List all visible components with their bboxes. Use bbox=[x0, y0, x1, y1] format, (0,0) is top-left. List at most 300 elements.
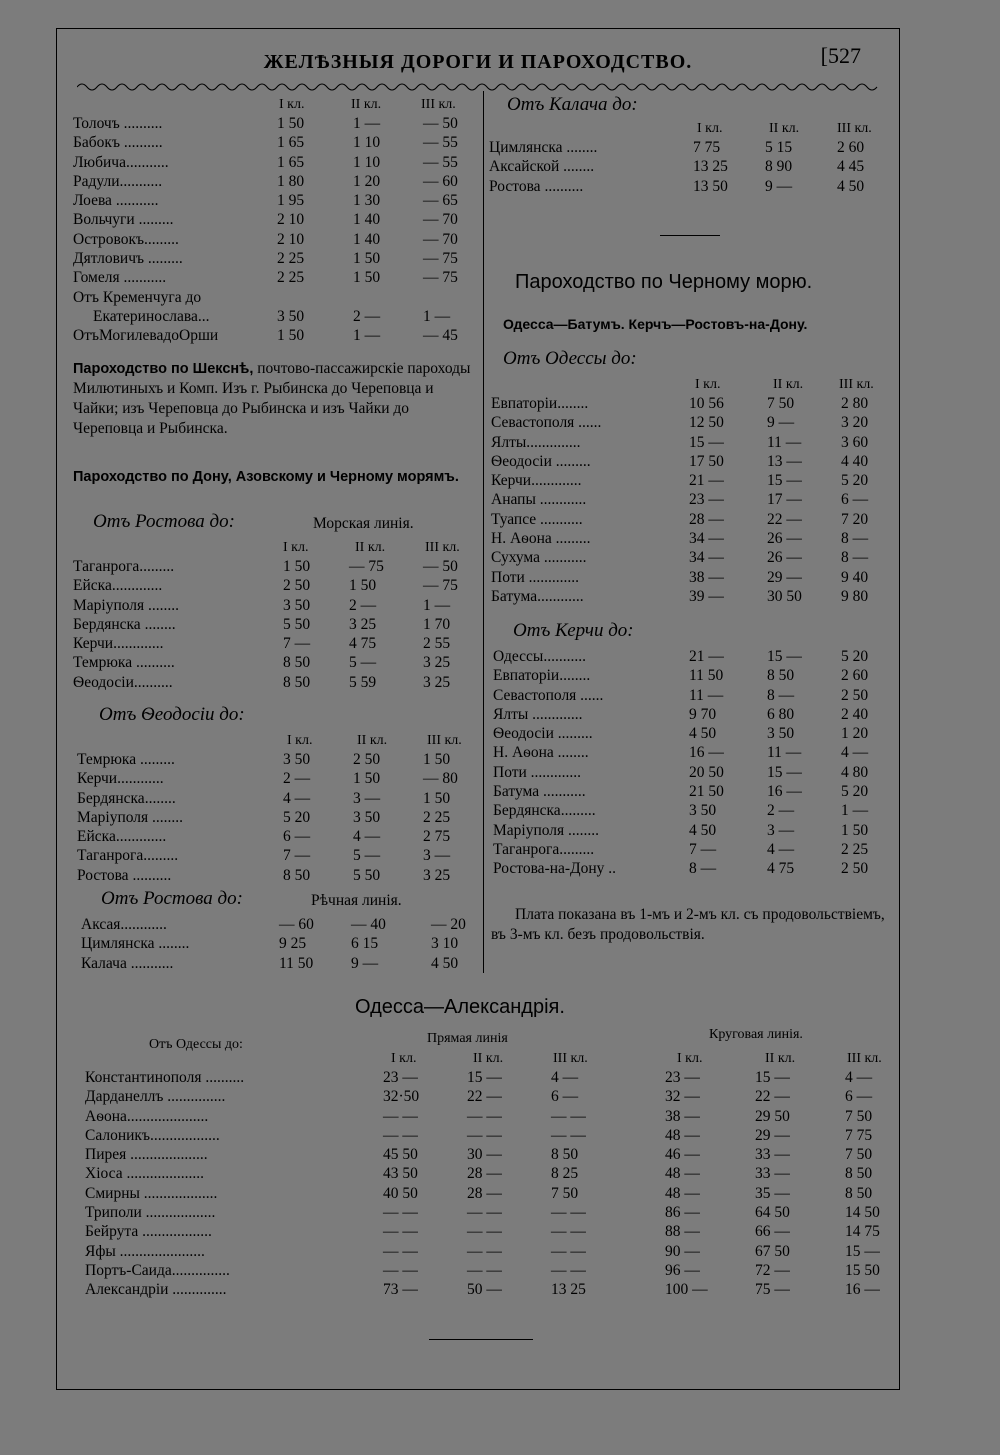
from-odessa-heading: Отъ Одессы до: bbox=[503, 348, 637, 369]
fare-cell: — — bbox=[467, 1107, 502, 1125]
fare-cell: 4 50 bbox=[431, 954, 459, 972]
don-rows bbox=[73, 557, 473, 692]
table-row bbox=[77, 808, 473, 827]
fare-cell: — — bbox=[551, 1107, 586, 1125]
fare-cell: 28 — bbox=[467, 1165, 502, 1183]
fare-cell: — — bbox=[551, 1242, 586, 1260]
fare-cell: 1 65 bbox=[277, 153, 305, 171]
circular-line-label: Круговая линія. bbox=[709, 1027, 803, 1042]
fare-cell: 4 40 bbox=[841, 452, 869, 470]
table-row bbox=[493, 840, 891, 859]
from-rostov-river-heading: Отъ Ростова до: bbox=[101, 888, 243, 909]
fare-cell: 8 — bbox=[689, 860, 717, 878]
alexandria-section bbox=[85, 1029, 895, 1300]
row-label: Аксайской ........ bbox=[489, 158, 595, 176]
table-row bbox=[81, 934, 473, 953]
fare-cell: 1 50 bbox=[353, 269, 381, 287]
row-label: Одессы........... bbox=[493, 648, 586, 665]
fare-cell: 7 50 bbox=[551, 1184, 579, 1202]
fare-cell: — — bbox=[551, 1204, 586, 1222]
fare-cell: 9 — bbox=[767, 414, 795, 432]
row-label: Александріи .............. bbox=[85, 1281, 227, 1299]
fare-cell: 86 — bbox=[665, 1204, 700, 1222]
fare-cell: 50 — bbox=[467, 1281, 502, 1299]
row-label: Ростова-на-Дону .. bbox=[493, 860, 617, 878]
fare-cell: 30 50 bbox=[767, 587, 802, 605]
row-label: Темрюка .......... bbox=[73, 654, 175, 672]
table-row bbox=[491, 433, 891, 452]
fare-cell: 30 — bbox=[467, 1146, 502, 1164]
rail-class-headers bbox=[73, 95, 473, 114]
fare-cell: — — bbox=[467, 1204, 502, 1222]
table-row bbox=[489, 138, 889, 157]
alexandria-rows bbox=[85, 1068, 895, 1300]
fare-cell: 2 — bbox=[283, 770, 311, 788]
table-row bbox=[493, 859, 891, 878]
fare-cell: 1 50 bbox=[353, 770, 381, 788]
odessa-rows bbox=[491, 394, 891, 606]
fare-cell: 26 — bbox=[767, 549, 802, 567]
fare-cell: 28 — bbox=[689, 510, 724, 528]
row-label: Хіоса .................... bbox=[85, 1165, 204, 1183]
fare-cell: 6 — bbox=[551, 1088, 579, 1106]
fare-cell: 1 — bbox=[353, 115, 381, 132]
fare-cell: 7 — bbox=[283, 847, 311, 865]
fare-cell: 1 50 bbox=[277, 115, 305, 132]
fare-cell: 35 — bbox=[755, 1184, 790, 1202]
fare-cell: 48 — bbox=[665, 1165, 700, 1183]
fare-cell: 2 55 bbox=[423, 635, 451, 653]
fare-cell: — — bbox=[383, 1223, 418, 1241]
fare-cell: — — bbox=[383, 1204, 418, 1222]
fare-cell: 4 — bbox=[353, 828, 381, 846]
fare-cell: — 55 bbox=[423, 134, 458, 152]
fare-cell: 13 50 bbox=[693, 177, 728, 195]
fare-cell: — — bbox=[383, 1126, 418, 1144]
fare-cell: 1 50 bbox=[349, 577, 377, 595]
fare-cell: 6 — bbox=[845, 1088, 873, 1106]
fare-cell: 1 30 bbox=[353, 192, 381, 210]
sheksna-title: Пароходство по Шекснѣ, bbox=[73, 361, 254, 377]
fare-cell: — 70 bbox=[423, 211, 458, 229]
direct-line-label: Прямая линія bbox=[427, 1031, 508, 1046]
fare-cell: 1 40 bbox=[353, 211, 381, 229]
fare-cell: 2 25 bbox=[841, 840, 869, 858]
river-line-label: Рѣчная линія. bbox=[311, 892, 402, 909]
fare-cell: 13 — bbox=[767, 452, 802, 470]
fare-cell: 6 — bbox=[841, 491, 869, 509]
table-row bbox=[73, 653, 473, 672]
fare-cell: 3 50 bbox=[689, 802, 717, 820]
end-divider bbox=[429, 1339, 533, 1340]
table-row bbox=[491, 510, 891, 529]
table-row bbox=[77, 750, 473, 769]
fare-cell: 1 50 bbox=[353, 250, 381, 268]
fare-cell: 1 50 bbox=[841, 821, 869, 839]
fare-cell: 12 50 bbox=[689, 414, 724, 432]
row-label: Ейска............. bbox=[77, 828, 167, 846]
fare-cell: 15 — bbox=[767, 763, 802, 781]
fare-cell: 8 50 bbox=[551, 1146, 579, 1164]
odessa-class-headers: I кл. II кл. III кл. bbox=[695, 377, 874, 392]
fare-cell: 11 50 bbox=[279, 954, 314, 972]
class-1-header: I кл. bbox=[279, 97, 305, 112]
table-row bbox=[491, 587, 891, 606]
fare-cell: 4 45 bbox=[837, 158, 865, 176]
table-row bbox=[85, 1068, 895, 1087]
fare-cell: 4 — bbox=[551, 1069, 579, 1086]
class-3-header: III кл. bbox=[421, 97, 456, 112]
table-row bbox=[85, 1164, 895, 1183]
row-label: Анапы ............ bbox=[491, 491, 587, 509]
row-label: Поти ............. bbox=[491, 568, 580, 586]
row-label: Аксая............ bbox=[81, 916, 167, 933]
fare-cell: 2 10 bbox=[277, 211, 305, 229]
fare-cell: 16 — bbox=[845, 1281, 880, 1299]
fare-cell: 2 50 bbox=[841, 860, 869, 878]
table-row bbox=[493, 782, 891, 801]
alexandria-from-label: Отъ Одессы до: bbox=[149, 1037, 243, 1052]
row-label: Дятловичъ ......... bbox=[73, 250, 183, 268]
kerch-section bbox=[493, 621, 891, 879]
kalach-rows bbox=[489, 138, 889, 196]
fare-cell: 4 50 bbox=[689, 821, 717, 839]
fare-cell: — 55 bbox=[423, 153, 458, 171]
row-label: Дарданеллъ ............... bbox=[85, 1088, 226, 1106]
page-number: [527 bbox=[820, 43, 861, 68]
fare-cell: 29 50 bbox=[755, 1107, 790, 1125]
row-label: Ѳеодосіи ......... bbox=[491, 452, 591, 470]
fare-cell: 3 25 bbox=[423, 866, 451, 884]
fare-cell: 67 50 bbox=[755, 1242, 790, 1260]
table-row bbox=[493, 801, 891, 820]
row-label: Радули........... bbox=[73, 172, 163, 190]
don-sea-section bbox=[73, 512, 473, 692]
fare-cell: 64 50 bbox=[755, 1204, 790, 1222]
table-row: Екатеринослава... 3 50 2 — 1 — bbox=[93, 307, 451, 325]
fare-cell: 72 — bbox=[755, 1261, 790, 1279]
from-kerch-heading: Отъ Керчи до: bbox=[513, 620, 634, 641]
table-row bbox=[73, 230, 473, 249]
fare-cell: 2 50 bbox=[841, 686, 869, 704]
table-row bbox=[491, 452, 891, 471]
fare-cell: 13 25 bbox=[693, 158, 728, 176]
fare-cell: 28 — bbox=[467, 1184, 502, 1202]
fare-cell: 90 — bbox=[665, 1242, 700, 1260]
row-label: Ялты ............. bbox=[493, 705, 583, 723]
fare-cell: 8 50 bbox=[283, 654, 311, 672]
fare-cell: 29 — bbox=[767, 568, 802, 586]
fare-cell: 2 60 bbox=[841, 667, 869, 685]
row-label: Керчи............. bbox=[491, 472, 582, 490]
row-label: Маріуполя ........ bbox=[493, 821, 600, 839]
fare-cell: 9 80 bbox=[841, 587, 869, 605]
fare-cell: — 75 bbox=[423, 577, 458, 595]
table-row bbox=[85, 1145, 895, 1164]
fare-cell: — 40 bbox=[351, 916, 386, 933]
rail-section bbox=[73, 95, 473, 346]
fare-cell: 9 — bbox=[765, 177, 793, 195]
fare-cell: 5 15 bbox=[765, 139, 793, 156]
row-label: Евпаторіи........ bbox=[493, 667, 591, 685]
fare-cell: 1 — bbox=[423, 596, 451, 614]
fare-cell: — — bbox=[551, 1261, 586, 1279]
table-row bbox=[493, 666, 891, 685]
table-row bbox=[73, 191, 473, 210]
fare-cell: 96 — bbox=[665, 1261, 700, 1279]
fare-cell: 21 — bbox=[689, 648, 724, 665]
table-row bbox=[81, 915, 473, 934]
fare-cell: 5 — bbox=[353, 847, 381, 865]
table-row: ОтъМогилевадоОрши 1 50 1 — — 45 bbox=[73, 327, 458, 345]
fare-cell: 3 20 bbox=[841, 414, 869, 432]
fare-cell: 2 — bbox=[349, 596, 377, 614]
row-label: Маріуполя ........ bbox=[73, 596, 180, 614]
fare-cell: — 75 bbox=[423, 269, 458, 287]
fare-cell: 7 50 bbox=[767, 395, 795, 412]
fare-cell: 8 50 bbox=[845, 1184, 873, 1202]
fare-cell: 4 — bbox=[845, 1069, 873, 1086]
fare-cell: 1 65 bbox=[277, 134, 305, 152]
row-label: Бейрута .................. bbox=[85, 1223, 212, 1241]
fare-cell: 11 — bbox=[689, 686, 724, 704]
table-row bbox=[85, 1261, 895, 1280]
fare-cell: 3 — bbox=[423, 847, 451, 865]
fare-cell: 33 — bbox=[755, 1146, 790, 1164]
fare-cell: — 65 bbox=[423, 192, 458, 210]
fare-cell: 17 50 bbox=[689, 452, 724, 470]
row-label: Евпаторіи........ bbox=[491, 395, 589, 412]
fare-cell: 4 75 bbox=[349, 635, 377, 653]
fare-cell: 11 50 bbox=[689, 667, 724, 685]
table-row bbox=[73, 249, 473, 268]
kremenchug-heading: Отъ Кременчуга до bbox=[73, 288, 202, 306]
fare-cell: 3 25 bbox=[423, 654, 451, 672]
sheksna-paragraph bbox=[73, 359, 473, 439]
fare-cell: 34 — bbox=[689, 549, 724, 567]
fare-cell: 5 20 bbox=[283, 808, 311, 826]
fare-cell: 2 50 bbox=[283, 577, 311, 595]
fare-cell: 8 50 bbox=[767, 667, 795, 685]
fare-cell: 22 — bbox=[467, 1088, 502, 1106]
column-divider bbox=[483, 91, 484, 973]
row-label: Толочъ .......... bbox=[73, 115, 163, 132]
row-label: Островокъ......... bbox=[73, 230, 179, 248]
don-title: Пароходство по Дону, Азовскому и Черному морямъ. bbox=[73, 469, 459, 485]
table-row bbox=[77, 789, 473, 808]
from-rostov-heading: Отъ Ростова до: bbox=[93, 511, 235, 532]
fare-cell: 8 50 bbox=[283, 866, 311, 884]
fare-cell: 1 95 bbox=[277, 192, 305, 210]
fare-cell: 6 — bbox=[283, 828, 311, 846]
table-row bbox=[85, 1107, 895, 1126]
fare-cell: 1 10 bbox=[353, 153, 381, 171]
fare-cell: — 70 bbox=[423, 230, 458, 248]
fare-cell: 43 50 bbox=[383, 1165, 418, 1183]
fare-cell: 1 40 bbox=[353, 230, 381, 248]
table-row bbox=[493, 821, 891, 840]
fare-cell: 7 75 bbox=[693, 139, 721, 156]
row-label: Яфы ...................... bbox=[85, 1242, 205, 1260]
fare-cell: 9 70 bbox=[689, 705, 717, 723]
fare-cell: 66 — bbox=[755, 1223, 790, 1241]
kalach-class-headers: I кл. II кл. III кл. bbox=[697, 121, 872, 136]
fare-cell: — 20 bbox=[431, 916, 466, 933]
fare-cell: 7 — bbox=[283, 635, 311, 653]
fare-cell: 1 — bbox=[841, 802, 869, 820]
fare-cell: 5 20 bbox=[841, 472, 869, 490]
fare-cell: 9 — bbox=[351, 954, 379, 972]
fare-cell: 15 — bbox=[467, 1069, 502, 1086]
fare-cell: 5 59 bbox=[349, 673, 377, 691]
row-label: Таганрога......... bbox=[73, 558, 175, 575]
row-label: Батума ........... bbox=[493, 783, 586, 801]
row-label: Портъ-Саида............... bbox=[85, 1261, 230, 1279]
fare-cell: 5 50 bbox=[283, 615, 311, 633]
fare-cell: 3 25 bbox=[423, 673, 451, 691]
fare-cell: 2 50 bbox=[353, 751, 381, 768]
fare-cell: 39 — bbox=[689, 587, 724, 605]
fare-cell: 8 — bbox=[841, 530, 869, 548]
fare-cell: 4 — bbox=[841, 744, 869, 762]
fare-cell: 45 50 bbox=[383, 1146, 418, 1164]
fare-cell: 9 40 bbox=[841, 568, 869, 586]
fare-cell: 4 80 bbox=[841, 763, 869, 781]
fare-cell: 1 80 bbox=[277, 172, 305, 190]
fare-cell: 15 — bbox=[689, 433, 724, 451]
fare-cell: 4 — bbox=[767, 840, 795, 858]
table-row bbox=[491, 548, 891, 567]
table-row bbox=[493, 724, 891, 743]
row-label: Константинополя .......... bbox=[85, 1069, 245, 1086]
row-label: Темрюка ......... bbox=[77, 751, 175, 768]
table-row bbox=[73, 673, 473, 692]
fare-cell: 17 — bbox=[767, 491, 802, 509]
fare-cell: 8 25 bbox=[551, 1165, 579, 1183]
fare-cell: 2 25 bbox=[277, 269, 305, 287]
row-label: Лоева ........... bbox=[73, 192, 159, 210]
fare-cell: — — bbox=[383, 1107, 418, 1125]
fare-cell: 2 — bbox=[767, 802, 795, 820]
row-label: Смирны ................... bbox=[85, 1184, 218, 1202]
row-label: Маріуполя ........ bbox=[77, 808, 184, 826]
table-row bbox=[73, 210, 473, 229]
fare-cell: — — bbox=[383, 1261, 418, 1279]
fare-cell: 3 50 bbox=[767, 725, 795, 743]
fare-cell: 15 — bbox=[767, 472, 802, 490]
table-row bbox=[73, 268, 473, 287]
table-row bbox=[493, 647, 891, 666]
fare-cell: 3 25 bbox=[349, 615, 377, 633]
fare-cell: 14 50 bbox=[845, 1204, 880, 1222]
kerch-rows bbox=[493, 647, 891, 879]
fare-cell: 73 — bbox=[383, 1281, 418, 1299]
table-row bbox=[493, 763, 891, 782]
row-label: Ейска............. bbox=[73, 577, 163, 595]
table-row bbox=[77, 866, 473, 885]
fare-cell: 1 50 bbox=[423, 751, 451, 768]
sheksna-text: почтово-пассажирскіе пароходы Милютиныхъ и Комп. Изъ г. Рыбинска до Череповца и Чайки; изъ Череповца до Рыбинска и изъ Чайки до Череповца и Рыбинска. bbox=[73, 360, 471, 437]
row-label: Туапсе ........... bbox=[491, 510, 583, 528]
fare-cell: 23 — bbox=[689, 491, 724, 509]
table-row bbox=[493, 686, 891, 705]
fare-cell: 3 60 bbox=[841, 433, 869, 451]
rail-rows bbox=[73, 114, 473, 288]
fare-cell: 9 25 bbox=[279, 935, 307, 953]
row-label: Бердянска ........ bbox=[73, 615, 176, 633]
fare-cell: — — bbox=[551, 1126, 586, 1144]
row-label: Поти ............. bbox=[493, 763, 582, 781]
table-row bbox=[85, 1126, 895, 1145]
fare-cell: 4 — bbox=[283, 789, 311, 807]
table-row bbox=[73, 615, 473, 634]
fare-cell: 5 20 bbox=[841, 783, 869, 801]
row-label: Н. Аѳона ........ bbox=[493, 744, 589, 762]
fare-cell: 7 50 bbox=[845, 1146, 873, 1164]
table-row bbox=[77, 827, 473, 846]
fare-cell: 6 15 bbox=[351, 935, 379, 953]
table-row bbox=[73, 634, 473, 653]
table-row bbox=[491, 568, 891, 587]
row-label: Ялты.............. bbox=[491, 433, 581, 451]
fare-cell: 2 40 bbox=[841, 705, 869, 723]
fare-cell: 15 — bbox=[767, 648, 802, 665]
row-label: Батума............ bbox=[491, 587, 584, 605]
fare-cell: 32 — bbox=[665, 1088, 700, 1106]
fare-cell: 1 10 bbox=[353, 134, 381, 152]
table-row bbox=[85, 1203, 895, 1222]
fare-cell: 1 50 bbox=[283, 558, 311, 575]
fare-cell: — — bbox=[467, 1261, 502, 1279]
page-frame bbox=[56, 28, 900, 1390]
fare-cell: 15 — bbox=[845, 1242, 880, 1260]
fare-cell: 22 — bbox=[755, 1088, 790, 1106]
row-label: Пирея .................... bbox=[85, 1146, 208, 1164]
row-label: Триполи .................. bbox=[85, 1204, 216, 1222]
fare-cell: 23 — bbox=[665, 1069, 700, 1086]
fare-cell: 20 50 bbox=[689, 763, 724, 781]
fare-cell: 5 50 bbox=[353, 866, 381, 884]
fare-cell: 1 20 bbox=[353, 172, 381, 190]
fare-cell: — 60 bbox=[279, 916, 314, 933]
kalach-section bbox=[489, 95, 889, 196]
fare-cell: 1 70 bbox=[423, 615, 451, 633]
table-row bbox=[491, 394, 891, 413]
table-row bbox=[85, 1242, 895, 1261]
fare-cell: 3 50 bbox=[283, 596, 311, 614]
table-row bbox=[85, 1222, 895, 1241]
page-header: ЖЕЛѢЗНЫЯ ДОРОГИ И ПАРОХОДСТВО. bbox=[263, 51, 693, 73]
fare-cell: — — bbox=[467, 1126, 502, 1144]
fare-cell: 23 — bbox=[383, 1069, 418, 1086]
fare-cell: — 50 bbox=[423, 115, 458, 132]
row-label: Калача ........... bbox=[81, 954, 174, 972]
fare-cell: 3 50 bbox=[353, 808, 381, 826]
fare-cell: 38 — bbox=[665, 1107, 700, 1125]
row-label: Ѳеодосіи.......... bbox=[73, 673, 173, 691]
odessa-section bbox=[491, 349, 891, 606]
row-label: Керчи............ bbox=[77, 770, 164, 788]
fare-cell: 4 75 bbox=[767, 860, 795, 878]
table-row bbox=[491, 413, 891, 432]
fare-cell: — 75 bbox=[423, 250, 458, 268]
fare-cell: 10 56 bbox=[689, 395, 724, 412]
table-row bbox=[493, 743, 891, 762]
fare-cell: 3 50 bbox=[283, 751, 311, 768]
fare-cell: 3 10 bbox=[431, 935, 459, 953]
fare-cell: — — bbox=[467, 1242, 502, 1260]
row-label: Таганрога......... bbox=[493, 840, 595, 858]
